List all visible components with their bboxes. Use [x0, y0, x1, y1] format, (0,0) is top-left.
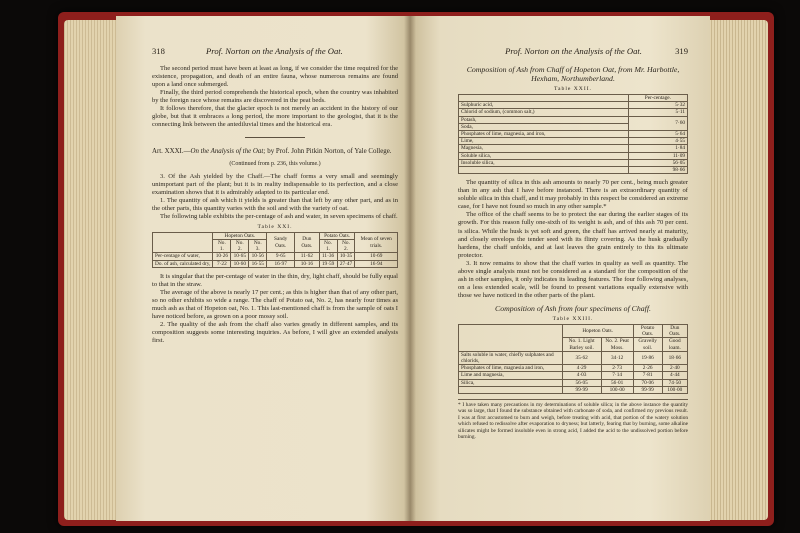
left-page-number: 318 [152, 46, 165, 56]
continued-note: (Continued from p. 236, this volume.) [229, 160, 321, 167]
composition-heading-2: Composition of Ash from four specimens of Chaff. [495, 303, 651, 313]
section-paragraph: 3. Of the Ash yielded by the Chaff.—The chaff forms a very small and seemingly unimportant part of the plant; but it is in reality indispensable to its perfection, and a close examination shows that it is admirably adapted to its particular end. [152, 172, 398, 196]
left-page [116, 16, 410, 521]
section-divider [245, 137, 305, 138]
table-21-subheader: No. 1. [213, 240, 231, 253]
table-row: Insoluble silica, 56·05 [459, 159, 688, 166]
table-row: Potash, 7·60 [459, 116, 688, 123]
table-22-column-header: Per-centage. [628, 95, 687, 102]
section-paragraph: 1. The quantity of ash which it yields is greater than that left by any other part, and as in the other parts, this quantity varies with the soil and with the variety of oat. [152, 196, 398, 212]
table-row: Phosphates of lime, magnesia, and iron, 5·64 [459, 131, 688, 138]
table-23-group-header: Potato Oats. [633, 324, 662, 337]
table-row: Lime and magnesia, 4·03 7·14 7·81 4·44 [459, 372, 688, 379]
table-row: Salts soluble in water, chiefly sulphates and chlorids, 35·62 34·12 19·86 18·66 [459, 351, 688, 364]
intro-paragraph: It follows therefore, that the glacier epoch is not merely an accident in the history of our globe, but that it embraces a long period, the more important to the geologist, that it is the connecting link between the antediluvial times and the historical era. [152, 105, 398, 129]
table-21-group-header: Hopeton Oats. [213, 232, 267, 239]
table-21 [152, 232, 398, 268]
table-22-title: Table XXII. [554, 86, 592, 92]
book-gutter [404, 16, 416, 521]
right-running-title: Prof. Norton on the Analysis of the Oat. [505, 46, 642, 56]
table-21-group-header: Potato Oats. [319, 232, 355, 239]
intro-paragraph: The second period must have been at least as long, if we consider the time required for the existence, propagation, and death of an entire fauna, whose numerous remains are found upon a land once submerged. [152, 65, 398, 89]
table-row: Do. of ash, calculated dry, 7·22 10·60 16·55 16·97 10·16 19·59 27·47 16·94 [153, 260, 398, 267]
table-total-row: 98·66 [459, 167, 688, 174]
right-page-edges [700, 20, 768, 520]
table-21-subheader: No. 1. [319, 240, 337, 253]
table-row: Magnesia, 1·84 [459, 145, 688, 152]
table-22 [458, 94, 688, 174]
composition-heading: Composition of Ash from Chaff of Hopeton Oat, from Mr. Harbottle, Hexham, Northumberland. [466, 65, 680, 83]
table-row: Soda, [459, 123, 688, 130]
article-author: by Prof. John Pitkin Norton, of Yale College. [265, 148, 392, 156]
after-paragraph: The average of the above is nearly 17 per cent.; as this is higher than that of any other part, so no other exhibits so wide a range. The chaff of Potato oat, No. 2, has nearly four times as much ash as that of Hopeton oat, No. 1. This last-mentioned chaff is from the sample of oats I have noticed before, as grown on a poor mossy soil. [152, 288, 398, 321]
article-label: Art. XXXI.— [152, 148, 191, 156]
table-row: Phosphates of lime, magnesia and iron, 4·29 2·73 2·26 2·40 [459, 365, 688, 372]
table-row: Lime, 4·55 [459, 138, 688, 145]
table-row: Silica, 56·05 56·01 70·06 74·50 [459, 379, 688, 386]
table-21-group-header: Mean of seven trials. [355, 232, 398, 253]
table-21-group-header: Sandy Oats. [267, 232, 295, 253]
table-21-group-header: Dun Oats. [295, 232, 319, 253]
table-23-title: Table XXIII. [552, 315, 594, 322]
table-21-subheader: No. 3. [249, 240, 267, 253]
table-row: Soluble silica, 11·09 [459, 152, 688, 159]
article-title: On the Analysis of the Oat; [190, 148, 266, 156]
table-23-subheader: Good loam. [662, 338, 687, 351]
table-23-group-header: Hopeton Oats. [562, 324, 633, 337]
footnote: * I have taken many precautions in my determinations of soluble silica; in the above instance the quantity was so large, that I found the substance obtained with carbonate of soda, and confirmed my previous result. I was at first accustomed to burn and weigh, before treating with acid, that portion of the watery solution which refused to redissolve after evaporation to dryness; but latterly, fearing that by burning, some alkaline silicates might be formed insoluble even in strong acid, I added the acid to the undissolved portion before burning. [458, 399, 688, 440]
body-paragraph: The office of the chaff seems to be to protect the ear during the earlier stages of its growth. For this reason fully one-sixth of its weight is ash, and of this ash 70 per cent. is silica. While the husk is yet soft and green, the chaff has arrived nearly at maturity, and closely envelops the tender seed with its flinty covering. As the husk gradually hardens, the chaff unfolds, and at last leaves the grain entirely to this its ultimate protector. [458, 211, 688, 259]
table-row: Sulphuric acid, 5·32 [459, 102, 688, 109]
after-paragraph: It is singular that the per-centage of water in the thin, dry, light chaff, should be fully equal to that in the straw. [152, 272, 398, 288]
table-23-group-header: Dun Oats. [662, 324, 687, 337]
intro-paragraph: Finally, the third period comprehends the historical epoch, when the country was inhabited by the foreign race whose remains are discovered in the peat beds. [152, 89, 398, 105]
after-paragraph: 2. The quality of the ash from the chaff also varies greatly in different samples, and its composition suggests some interesting inquiries. As before, I will give an extended analysis first. [152, 321, 398, 345]
table-21-title: Table XXI. [257, 223, 293, 230]
table-total-row: 99·99 100·00 99·99 100·00 [459, 386, 688, 393]
table-row: Chlorid of sodium, (common salt,) 5·11 [459, 109, 688, 116]
table-23-subheader: Gravelly soil. [633, 338, 662, 351]
table-21-subheader: No. 2. [337, 240, 355, 253]
table-21-subheader: No. 2. [231, 240, 249, 253]
table-23 [458, 324, 688, 394]
table-23-subheader: No. 2. Peat Moss. [601, 338, 633, 351]
left-running-head [152, 46, 398, 56]
article-heading [152, 148, 398, 156]
table-row: Per-centage of water, 10·26 10·65 10·56 9·65 11·62 11·36 10·35 10·69 [153, 253, 398, 260]
right-running-head [458, 46, 688, 56]
right-page [410, 16, 710, 521]
body-paragraph: 3. It now remains to show that the chaff varies in quality as well as quantity. The above single analysis must not be considered as a standard for the composition of the ash in other samples, it only indicates its leading features. The four following analyses, on a less extended scale, will be found to present variations equally extensive with those we have noticed in the other parts of the plant. [458, 259, 688, 299]
section-paragraph: The following table exhibits the per-centage of ash and water, in seven specimens of chaff. [160, 212, 398, 220]
right-page-number: 319 [675, 46, 688, 56]
table-23-subheader: No. 1. Light Barley soil. [562, 338, 601, 351]
left-running-title: Prof. Norton on the Analysis of the Oat. [206, 46, 343, 56]
body-paragraph: The quantity of silica in this ash amounts to nearly 70 per cent., being much greater than in any ash that I have before instanced. There is an extraordinary quantity of soluble silica in this chaff, and it may probably in this respect be considered an extreme case, for I have not found so much in any other sample.* [458, 179, 688, 211]
